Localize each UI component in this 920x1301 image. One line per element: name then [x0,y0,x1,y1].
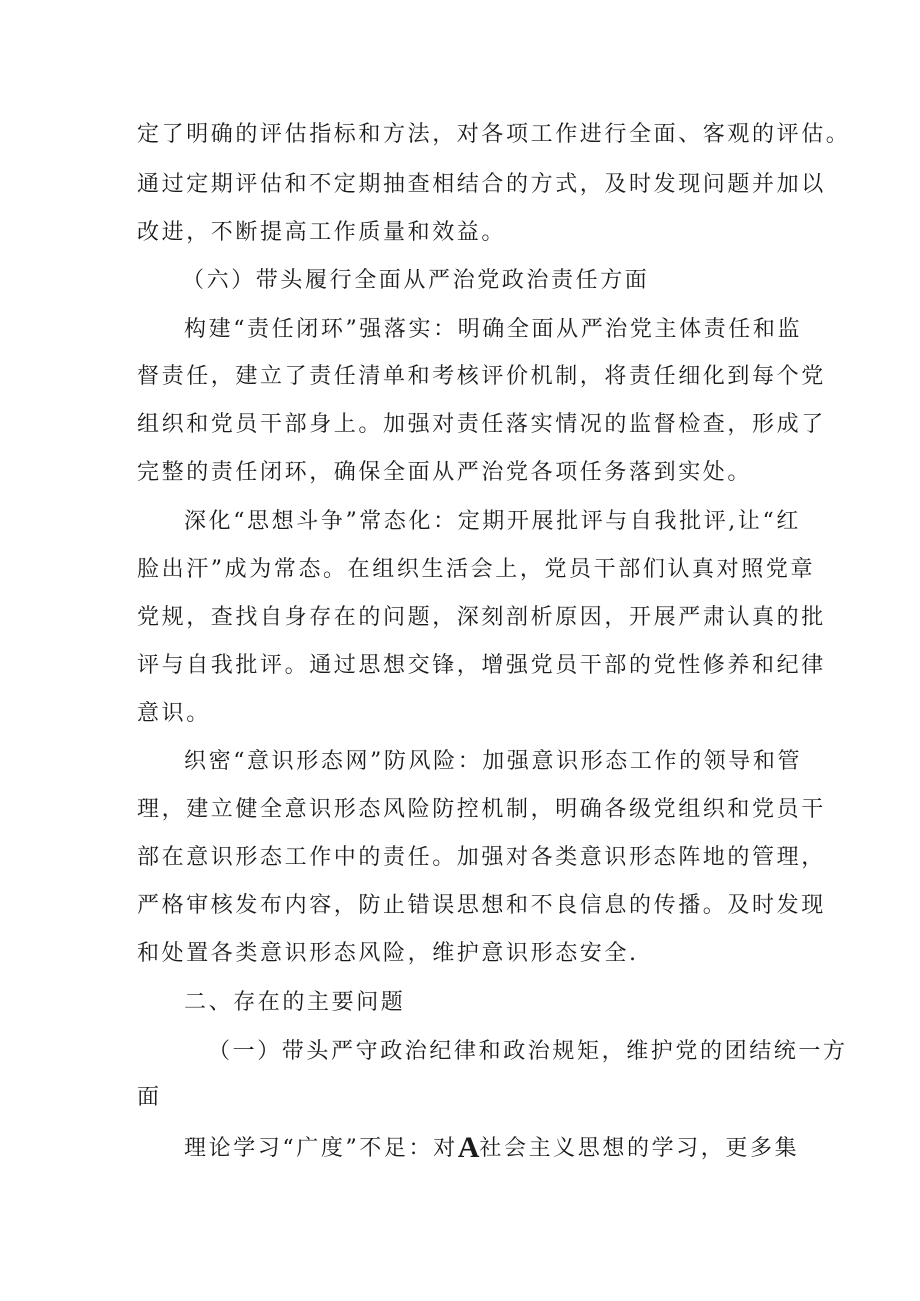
text-line: 严格审核发布内容，防止错误思想和不良信息的传播。及时发现 [137,893,826,918]
text-line: 意识。 [137,701,211,726]
text-segment: 理论学习“广度”不足：对 [184,1136,458,1161]
text-line: 织密“意识形态网”防风险：加强意识形态工作的领导和管 [184,749,803,774]
text-line: 脸出汗”成为常态。在组织生活会上，党员干部们认真对照党章 [137,557,816,582]
text-line: 评与自我批评。通过思想交锋，增强党员干部的党性修养和纪律 [137,653,826,678]
text-line: 深化“思想斗争”常态化：定期开展批评与自我批评,让“红 [184,509,801,534]
text-line: 完整的责任闭环，确保全面从严治党各项任务落到实处。 [137,460,753,485]
text-line: 面 [137,1085,162,1110]
text-line: 部在意识形态工作中的责任。加强对各类意识形态阵地的管理， [137,845,826,870]
text-segment: 社会主义思想的学习，更多集 [479,1136,800,1161]
text-line: 构建“责任闭环”强落实：明确全面从严治党主体责任和监 [184,317,803,342]
text-line: 党规，查找自身存在的问题，深刻剖析原因，开展严肃认真的批 [137,605,826,630]
text-line: 改进，不断提高工作质量和效益。 [137,220,507,245]
text-line: 组织和党员干部身上。加强对责任落实情况的监督检查，形成了 [137,412,826,437]
text-line: 理，建立健全意识形态风险防控机制，明确各级党组织和党员干 [137,797,826,822]
text-line: 定了明确的评估指标和方法，对各项工作进行全面、客观的评估。 [137,122,851,147]
section-heading: 二、存在的主要问题 [184,990,406,1015]
text-line: 督责任，建立了责任清单和考核评价机制，将责任细化到每个党 [137,364,826,389]
text-line-emphasis [184,1133,799,1164]
section-heading: （六）带头履行全面从严治党政治责任方面 [182,268,650,293]
subsection-heading: （一）带头严守政治纪律和政治规矩，维护党的团结统一方 [208,1039,848,1064]
text-line: 和处置各类意识形态风险，维护意识形态安全. [137,941,639,966]
text-line: 通过定期评估和不定期抽查相结合的方式，及时发现问题并加以 [137,172,826,197]
emphasized-letter: A [457,1131,480,1164]
